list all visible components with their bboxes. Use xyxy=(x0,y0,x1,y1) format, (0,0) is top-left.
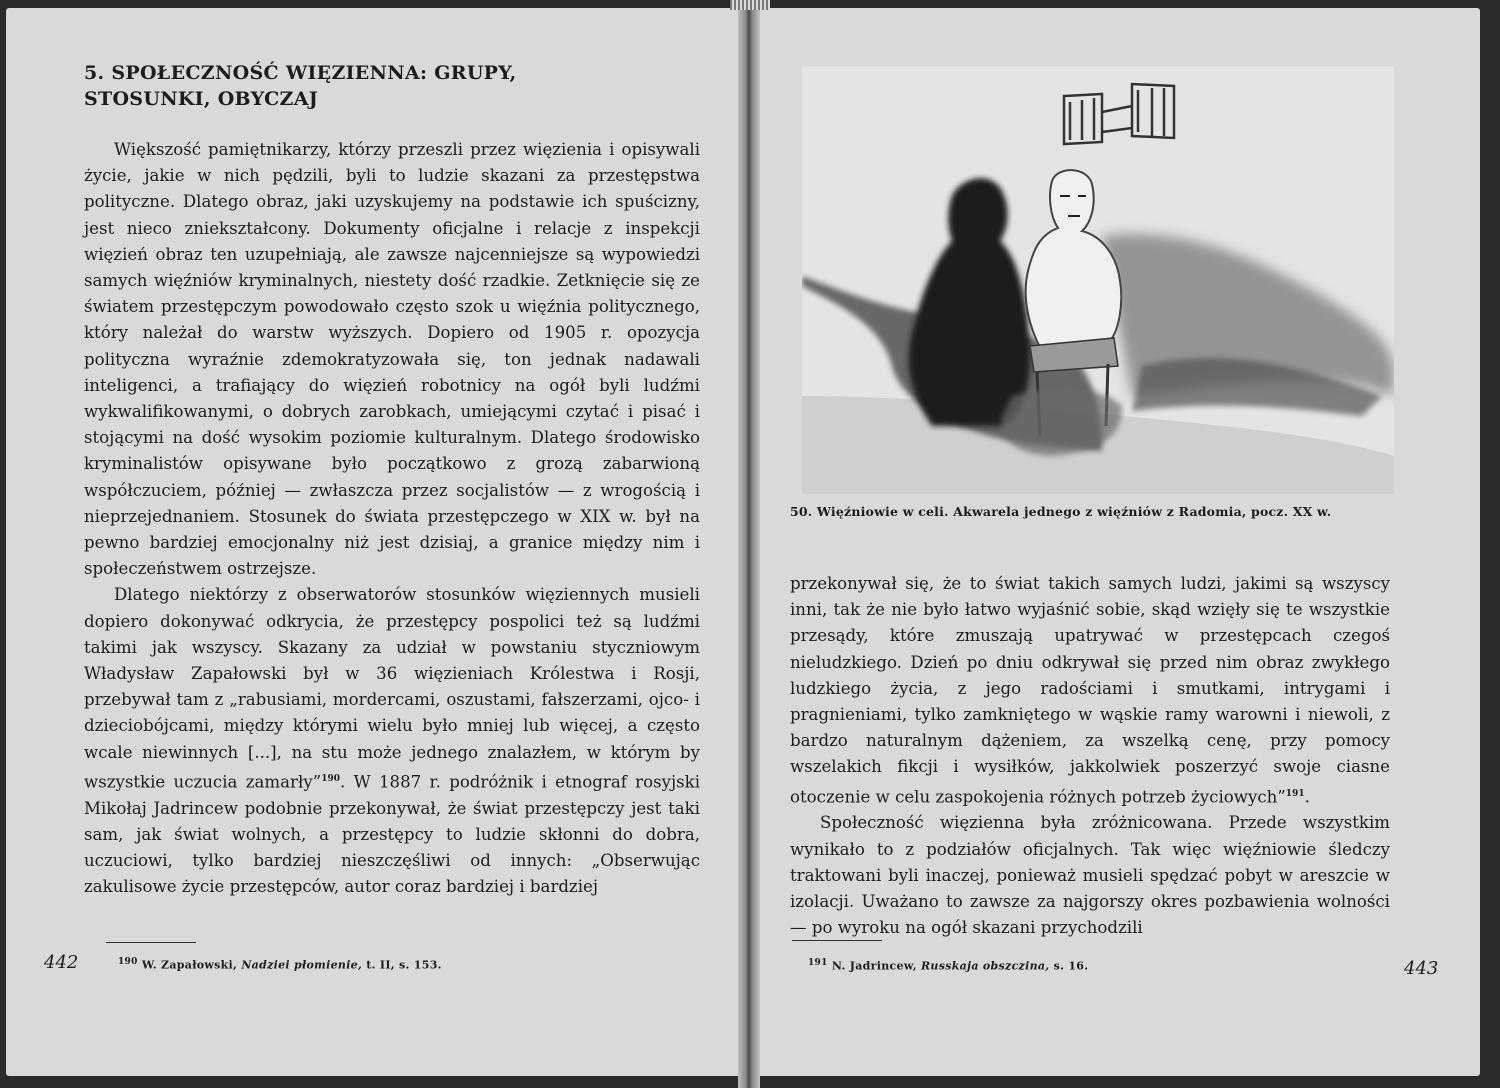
left-body-text xyxy=(84,137,700,900)
right-body-text xyxy=(790,571,1390,941)
chapter-heading: 5. SPOŁECZNOŚĆ WIĘZIENNA: GRUPY, STOSUNKI, OBYCZAJ xyxy=(84,62,517,110)
left-footnote-rule xyxy=(106,942,196,943)
left-paragraph-2-text-b: . W 1887 r. podróżnik i etnograf rosyjski Mikołaj Jadrincew podobnie przekonywał, że świat przestępczy jest taki sam, jak świat wolnych, a przestępcy to ludzie skłonni do dobra, uczuciowi, tylko bardziej nieszczęśliwi od innych: „Obserwując zakulisowe życie przestępców, autor coraz bardziej i bardziej xyxy=(84,772,701,897)
left-footnote xyxy=(118,957,442,972)
right-footnote-author: N. Jadrincew, xyxy=(831,959,917,973)
right-paragraph-1-text-b: . xyxy=(1304,787,1310,807)
right-footnote-rest: s. 16. xyxy=(1053,959,1089,973)
right-footnote-title: Russkaja obszczina, xyxy=(920,959,1050,973)
left-footnote-rest: t. II, s. 153. xyxy=(366,958,442,972)
footnote-ref-190: 190 xyxy=(321,773,340,784)
left-footnote-number: 190 xyxy=(118,957,138,967)
left-paragraph-1: Większość pamiętnikarzy, którzy przeszli przez więzienia i opisywali życie, jakie w nich pędzili, byli to ludzie skazani za przestępstwa polityczne. Dlatego obraz, jaki uzyskujemy na podstawie ich spuścizny, jest nieco zniekształcony. Dokumenty oficjalne i relacje z inspekcji więzień obraz ten uzupełniają, ale zawsze najcenniejsze są wypowiedzi samych więźniów kryminalnych, niestety dość rzadkie. Zetknięcie się ze światem przestępczym powodowało często szok u więźnia politycznego, który należał do warstw wyższych. Dopiero od 1905 r. opozycja polityczna wyraźnie zdemokratyzowała się, ton jednak nadawali inteligenci, a trafiający do więzień robotnicy na ogół byli ludźmi wykwalifikowanymi, o dobrych zarobkach, umiejącymi czytać i pisać i stojącymi na dość wysokim poziomie kulturalnym. Dlatego środowisko kryminalistów opisywane było początkowo z grozą zabarwioną współczuciem, później — zwłaszcza przez socjalistów — z wrogością i nieprzejednaniem. Stosunek do świata przestępczego w XIX w. był na pewno bardziej emocjonalny niż jest dzisiaj, a granice między nim i społeczeństwem ostrzejsze. xyxy=(84,140,700,579)
right-footnote-number: 191 xyxy=(808,958,828,968)
right-footnote-rule xyxy=(792,940,882,941)
right-paragraph-2: Społeczność więzienna była zróżnicowana. Przede wszystkim wynikało to z podziałów oficjalnych. Tak więc więźniowie śledczy traktowani byli inaczej, ponieważ musieli spędzać pobyt w areszcie w izolacji. Uważano to zawsze za najgorszy okres pozbawienia wolności — po wyroku na ogół skazani przychodzili xyxy=(790,813,1390,938)
figure-caption: 50. Więźniowie w celi. Akwarela jednego z więźniów z Radomia, pocz. XX w. xyxy=(790,504,1332,519)
binding-stitch xyxy=(730,0,770,10)
right-page-number: 443 xyxy=(1404,958,1439,979)
right-paragraph-1-text-a: przekonywał się, że to świat takich samych ludzi, jakimi są wszyscy inni, tak że nie było łatwo wyjaśnić sobie, skąd wzięły się te wszystkie przesądy, które zmuszają upatrywać w przestępcach czegoś nieludzkiego. Dzień po dniu odkrywał się przed nim obraz zwykłego ludzkiego życia, z jego radościami i smutkami, intrygami i pragnieniami, tylko zamkniętego w wąskie ramy warowni i niewoli, z bardzo naturalnym dążeniem, za wszelką cenę, przy pomocy wszelakich fikcji i wysiłków, jakkolwiek poszerzyć swoje ciasne otoczenie w celu zaspokojenia różnych potrzeb życiowych” xyxy=(790,574,1390,807)
left-paragraph-2-text-a: Dlatego niektórzy z obserwatorów stosunków więziennych musieli dopiero dokonywać odkrycia, że przestępcy pospolici też są ludźmi takimi jak wszyscy. Skazany za udział w powstaniu styczniowym Władysław Zapałowski był w 36 więzieniach Królestwa i Rosji, przebywał tam z „rabusiami, mordercami, oszustami, fałszerzami, ojco- i dzieciobójcami, między którymi wielu było mniej lub więcej, a często wcale niewinnych [...], na stu może jednego znalazłem, w którym by wszystkie uczucia zamarły” xyxy=(84,585,700,792)
watercolor-figure xyxy=(802,66,1394,494)
left-footnote-title: Nadziei płomienie, xyxy=(241,958,363,972)
right-paragraph-1 xyxy=(790,571,1390,810)
watercolor-illustration xyxy=(802,66,1394,494)
left-page-number: 442 xyxy=(44,952,79,973)
right-footnote xyxy=(808,958,1088,973)
book-gutter xyxy=(738,0,760,1088)
left-paragraph-2 xyxy=(84,582,700,900)
left-footnote-author: W. Zapałowski, xyxy=(141,958,238,972)
footnote-ref-191: 191 xyxy=(1285,788,1305,799)
